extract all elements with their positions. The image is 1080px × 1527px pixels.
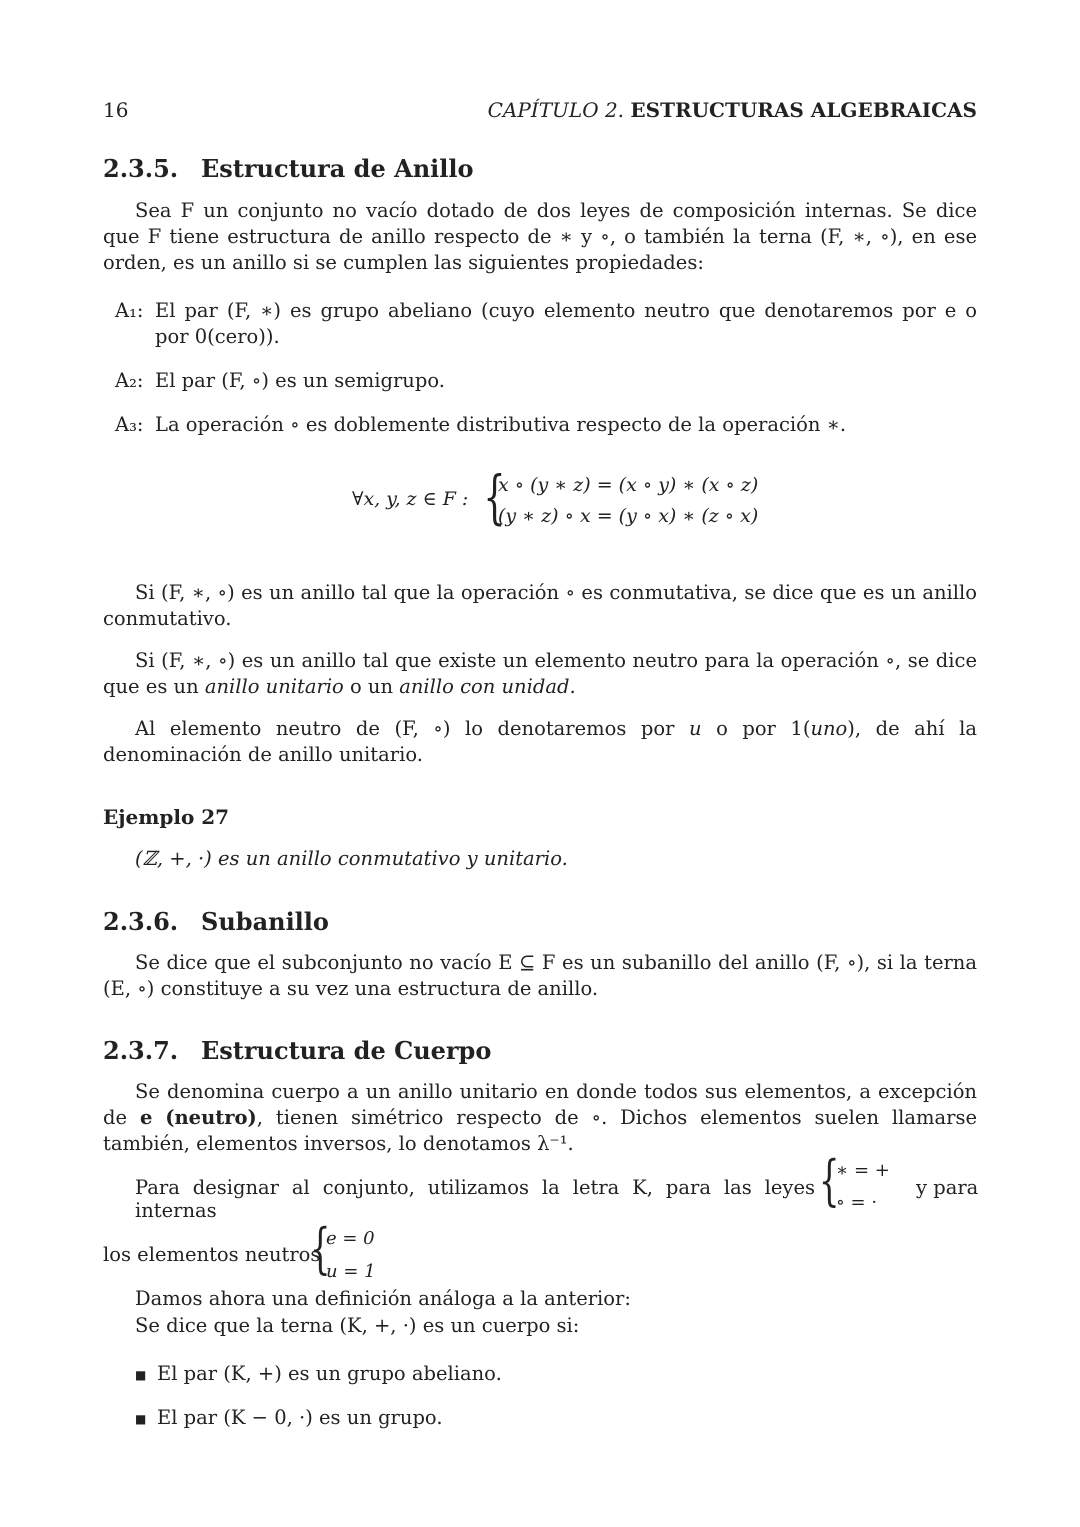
neutral-text-b: o por 1( [701,717,811,740]
property-a2 [115,368,977,394]
neutral-word-uno: uno [810,717,848,740]
subring-paragraph [103,950,977,1002]
field-condition-intro: Se dice que la terna (K, +, ·) es un cuerpo si: [135,1314,580,1337]
formula-line-2: (y ∗ z) ∘ x = (y ∘ x) ∗ (z ∘ x) [498,505,759,527]
section-number: 2.3.7. [103,1036,179,1065]
section-title: Subanillo [201,907,329,936]
running-header [488,98,977,122]
bullet-item-2 [135,1405,443,1431]
neutrals-sentence: los elementos neutros [103,1243,321,1266]
field-text-a: Se denomina cuerpo a un anillo unitario en donde todos sus elementos, a excepción de [103,1080,977,1129]
property-tag: A₁: [115,299,144,322]
neutral-text-a: Al elemento neutro de (F, ∘) lo denotaremos por [135,717,689,740]
analogous-definition: Damos ahora una definición análoga a la anterior: [135,1287,631,1310]
law-1: ∗ = + [836,1160,890,1181]
formula-line-1: x ∘ (y ∗ z) = (x ∘ y) ∗ (x ∘ z) [498,474,759,496]
bullet-item-1 [135,1361,502,1387]
field-definition-paragraph [103,1079,977,1157]
example-text: (ℤ, +, ·) es un anillo conmutativo y unitario. [135,847,568,870]
left-brace: { [483,463,506,531]
laws-brace: { [818,1149,840,1212]
law-2: ∘ = · [836,1192,878,1213]
property-tag: A₃: [115,413,144,436]
bullet-text: El par (K − 0, ·) es un grupo. [157,1406,443,1429]
property-text: El par (F, ∘) es un semigrupo. [155,369,445,392]
section-heading-2-3-6 [103,907,329,936]
neutral-u: u = 1 [326,1261,376,1282]
neutral-e: e = 0 [326,1228,375,1249]
chapter-title: ESTRUCTURAS ALGEBRAICAS [630,98,977,122]
property-text: La operación ∘ es doblemente distributiva respecto de la operación ∗. [155,413,847,436]
laws-sentence-end: y para [916,1176,979,1199]
ring-intro-text: Sea F un conjunto no vacío dotado de dos leyes de composición internas. Se dice que F tiene estructura de anillo respecto de ∗ y ∘, o también la terna (F, ∗, ∘), en ese orden, es un anillo si se cumplen las siguientes propiedades: [103,199,977,274]
subring-text: Se dice que el subconjunto no vacío E ⊆ F es un subanillo del anillo (F, ∘), si la terna (E, ∘) constituye a su vez una estructura de anillo. [103,951,977,1000]
example-title: Ejemplo 27 [103,805,230,829]
neutral-paragraph [103,716,977,768]
neutral-symbol-u: u [688,717,702,740]
unitary-text-b: o un [343,675,400,698]
formula-lhs: ∀x, y, z ∈ F : [352,488,469,510]
unitary-term-1: anillo unitario [204,675,344,698]
property-tag: A₂: [115,369,144,392]
section-heading-2-3-7 [103,1036,491,1065]
field-text-b: , tienen simétrico respecto de ∘. Dichos elementos suelen llamarse también, elementos inversos, lo denotamos λ⁻¹. [103,1106,977,1155]
section-number: 2.3.5. [103,154,179,183]
ring-intro-paragraph [103,198,977,276]
unitary-term-2: anillo con unidad. [399,675,576,698]
unitary-paragraph [103,648,977,700]
laws-sentence: Para designar al conjunto, utilizamos la letra K, para las leyes internas [135,1176,815,1222]
property-a1 [115,298,977,350]
section-heading-2-3-5 [103,154,474,183]
page-number: 16 [103,98,129,122]
property-text: El par (F, ∗) es grupo abeliano (cuyo elemento neutro que denotaremos por e o por 0(cero)). [155,299,977,348]
section-title: Estructura de Anillo [201,154,474,183]
chapter-prefix: CAPÍTULO 2. [487,98,625,122]
section-number: 2.3.6. [103,907,179,936]
section-title: Estructura de Cuerpo [201,1036,492,1065]
commutative-text: Si (F, ∗, ∘) es un anillo tal que la operación ∘ es conmutativa, se dice que es un anillo conmutativo. [103,581,977,630]
property-a3 [115,412,977,438]
field-e: e [139,1106,153,1129]
field-neutro: (neutro) [165,1106,257,1129]
neutrals-brace: { [309,1217,331,1280]
unitary-text-a: Si (F, ∗, ∘) es un anillo tal que existe un elemento neutro para la operación ∘, se dice que es un [103,649,977,698]
commutative-paragraph [103,580,977,632]
bullet-text: El par (K, +) es un grupo abeliano. [157,1362,502,1385]
neutral-text-c: ), de ahí la denominación de anillo unitario. [103,717,977,766]
